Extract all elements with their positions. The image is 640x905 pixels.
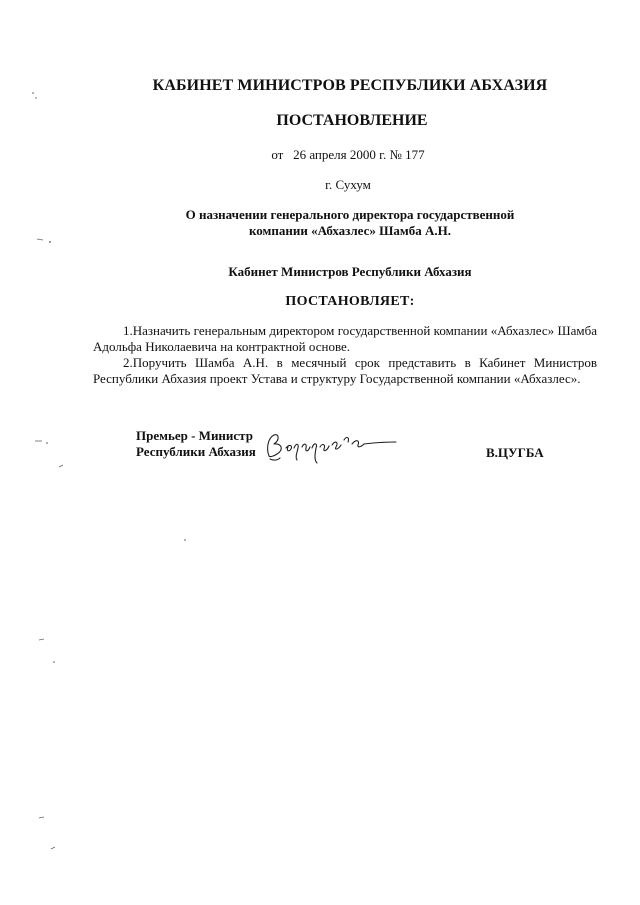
scan-speck xyxy=(30,90,40,104)
resolution-item-2: 2.Поручить Шамба А.Н. в месячный срок представить в Кабинет Министров Республики Абхазия проект Устава и структуру Государственной компании «Абхазлес». xyxy=(93,355,597,386)
scan-speck xyxy=(34,438,52,448)
scan-speck xyxy=(58,462,66,470)
document-subject xyxy=(30,207,640,239)
organization-title: КАБИНЕТ МИНИСТРОВ РЕСПУБЛИКИ АБХАЗИЯ xyxy=(152,77,548,94)
signer-position-line-1: Премьер - Министр xyxy=(136,428,253,443)
resolves-heading: ПОСТАНОВЛЯЕТ: xyxy=(285,294,415,309)
scan-speck xyxy=(183,537,187,543)
scan-speck xyxy=(38,814,48,822)
document-place: г. Сухум xyxy=(325,177,371,192)
scan-speck xyxy=(38,636,48,644)
handwritten-signature xyxy=(260,426,400,470)
subject-line-1: О назначении генерального директора государственной xyxy=(185,207,515,222)
subject-line-2: компании «Абхазлес» Шамба А.Н. xyxy=(248,223,452,238)
scan-speck xyxy=(50,844,58,852)
signer-position-line-2: Республики Абхазия xyxy=(136,444,256,459)
signer-position xyxy=(136,428,256,460)
issuer-line: Кабинет Министров Республики Абхазия xyxy=(228,264,472,279)
resolution-item-1: 1.Назначить генеральным директором государственной компании «Абхазлес» Шамба Адольфа Николаевича на контрактной основе. xyxy=(93,323,597,354)
signer-name: В.ЦУГБА xyxy=(486,445,544,460)
scan-speck xyxy=(36,236,54,246)
document-date-number: от 26 апреля 2000 г. № 177 xyxy=(271,147,425,162)
scan-speck xyxy=(50,658,60,666)
document-type: ПОСТАНОВЛЕНИЕ xyxy=(276,112,428,129)
